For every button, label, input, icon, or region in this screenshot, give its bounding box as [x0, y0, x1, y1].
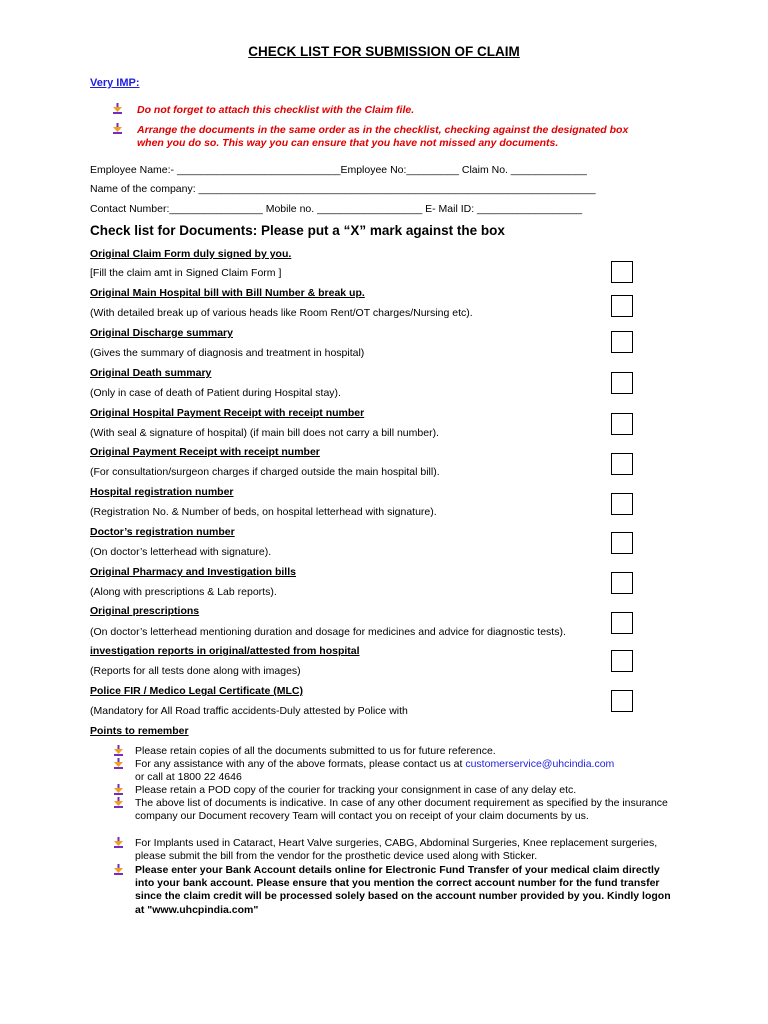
point-implants: For Implants used in Cataract, Heart Valve surgeries, CABG, Abdominal Surgeries, Knee replacement surgeries, please submit the bill from the vendor for the prosthetic device used along with Sticker.: [135, 837, 658, 863]
bullet-icon: [114, 837, 124, 849]
item-desc: [Fill the claim amt in Signed Claim Form ]: [90, 267, 282, 279]
bullet-icon: [114, 745, 124, 757]
checkbox[interactable]: [611, 331, 633, 353]
item-title: Police FIR / Medico Legal Certificate (MLC): [90, 685, 303, 697]
item-title: Original Discharge summary: [90, 327, 233, 339]
points-title: Points to remember: [90, 725, 189, 737]
point-assistance-phone: or call at 1800 22 4646: [135, 771, 242, 784]
checkbox[interactable]: [611, 413, 633, 435]
checkbox[interactable]: [611, 690, 633, 712]
item-desc: (Along with prescriptions & Lab reports).: [90, 586, 277, 598]
checkbox[interactable]: [611, 532, 633, 554]
checklist-heading: Check list for Documents: Please put a “X” mark against the box: [90, 223, 505, 238]
employee-details-line: Employee Name:- ____________________________Employee No:_________ Claim No. _____________: [90, 164, 587, 176]
note-attach-checklist: Do not forget to attach this checklist with the Claim file.: [137, 104, 415, 116]
item-title: investigation reports in original/attested from hospital: [90, 645, 360, 657]
item-desc: (Mandatory for All Road traffic accidents-Duly attested by Police with: [90, 705, 408, 717]
checkbox[interactable]: [611, 453, 633, 475]
item-desc: (With detailed break up of various heads like Room Rent/OT charges/Nursing etc).: [90, 307, 473, 319]
contact-details-line: Contact Number:________________ Mobile no. __________________ E- Mail ID: __________________: [90, 203, 583, 215]
item-title: Original Hospital Payment Receipt with receipt number: [90, 407, 365, 419]
checkbox[interactable]: [611, 493, 633, 515]
item-title: Original Payment Receipt with receipt number: [90, 446, 320, 458]
customer-service-email-link[interactable]: customerservice@uhcindia.com: [465, 758, 615, 770]
note-arrange-order: Arrange the documents in the same order as in the checklist, checking against the designated box when you do so. This way you can ensure that you have not missed any documents.: [137, 124, 629, 149]
bullet-icon: [113, 123, 123, 136]
bullet-icon: [113, 103, 123, 116]
page-title: CHECK LIST FOR SUBMISSION OF CLAIM: [248, 44, 520, 59]
checkbox[interactable]: [611, 612, 633, 634]
item-title: Hospital registration number: [90, 486, 234, 498]
bullet-icon: [114, 797, 124, 809]
company-name-line: Name of the company: ____________________________________________________________________: [90, 183, 596, 195]
very-imp-label: Very IMP:: [90, 77, 140, 89]
bullet-icon: [114, 784, 124, 796]
checkbox[interactable]: [611, 372, 633, 394]
item-title: Original Main Hospital bill with Bill Number & break up.: [90, 287, 365, 299]
bullet-icon: [114, 758, 124, 770]
point-pod-copy: Please retain a POD copy of the courier for tracking your consignment in case of any delay etc.: [135, 784, 577, 796]
bullet-icon: [114, 864, 124, 876]
point-bank-account: Please enter your Bank Account details online for Electronic Fund Transfer of your medical claim directly into your bank account. Please ensure that you mention the correct account number for the fund transfer since the claim credit will be processed solely based on the account number provided by you. Kindly logon at "www.uhcpindia.com": [135, 864, 671, 916]
item-desc: (Gives the summary of diagnosis and treatment in hospital): [90, 347, 365, 359]
item-desc: (On doctor’s letterhead mentioning duration and dosage for medicines and advice for diagnostic tests).: [90, 626, 566, 638]
item-title: Doctor’s registration number: [90, 526, 235, 538]
checkbox[interactable]: [611, 261, 633, 283]
item-desc: (Registration No. & Number of beds, on hospital letterhead with signature).: [90, 506, 437, 518]
item-title: Original prescriptions: [90, 605, 200, 617]
checkbox[interactable]: [611, 650, 633, 672]
item-desc: (For consultation/surgeon charges if charged outside the main hospital bill).: [90, 466, 440, 478]
checkbox[interactable]: [611, 295, 633, 317]
item-title: Original Claim Form duly signed by you.: [90, 248, 292, 260]
item-desc: (With seal & signature of hospital) (if main bill does not carry a bill number).: [90, 427, 439, 439]
item-desc: (On doctor’s letterhead with signature).: [90, 546, 272, 558]
item-title: Original Pharmacy and Investigation bills: [90, 566, 296, 578]
point-indicative-list: The above list of documents is indicative. In case of any other document requirement as specified by the insurance company our Document recovery Team will contact you on receipt of your claim documents by us.: [135, 797, 668, 823]
item-desc: (Reports for all tests done along with images): [90, 665, 301, 677]
point-assistance-text: For any assistance with any of the above formats, please contact us at: [135, 758, 466, 770]
point-retain-copies: Please retain copies of all the documents submitted to us for future reference.: [135, 745, 496, 757]
point-assistance: [135, 758, 680, 784]
item-desc: (Only in case of death of Patient during Hospital stay).: [90, 387, 341, 399]
checkbox[interactable]: [611, 572, 633, 594]
item-title: Original Death summary: [90, 367, 212, 379]
